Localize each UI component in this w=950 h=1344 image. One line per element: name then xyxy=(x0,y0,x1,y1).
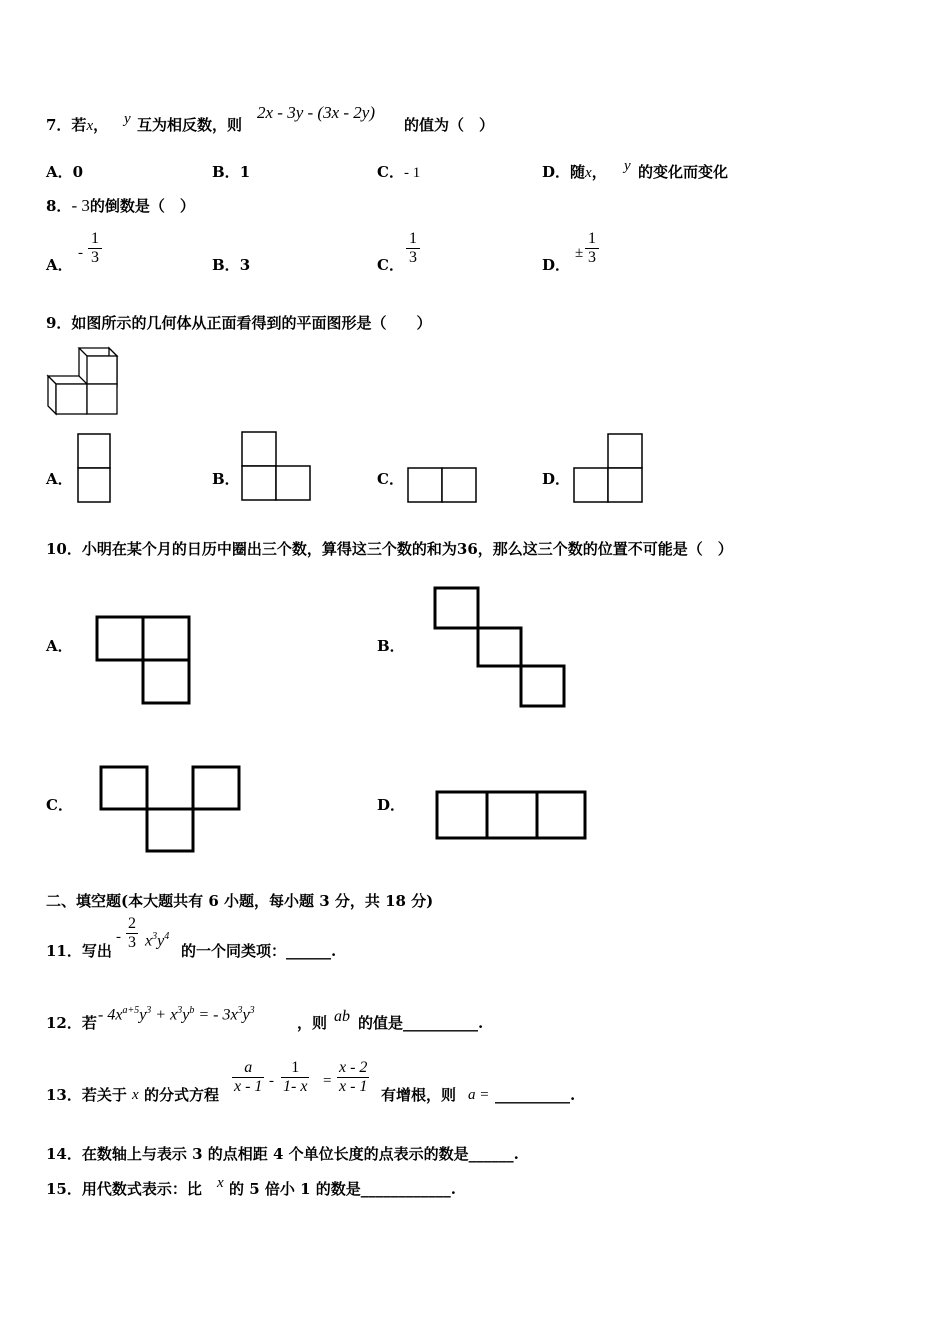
q8-option-c-label: C． xyxy=(377,256,404,274)
q7-stem xyxy=(46,116,108,135)
q13-minus: - xyxy=(269,1073,274,1089)
q9-option-c-label: C． xyxy=(377,470,404,488)
q11-monomial: $x^3y^4$ xyxy=(145,931,170,950)
q7-text1: 互为相反数，则 xyxy=(137,116,243,134)
q10-option-c-figure xyxy=(99,765,241,853)
q10-option-d-figure xyxy=(435,790,587,840)
q7-option-d-text: 的变化而变化 xyxy=(638,163,729,181)
q13-equals: = xyxy=(323,1073,332,1089)
q9-option-c-figure xyxy=(407,467,477,503)
q10-option-c-label: C． xyxy=(46,796,73,814)
q10-option-b-label: B． xyxy=(377,637,405,655)
q8-option-d-sign: ± xyxy=(575,245,584,261)
q13-a-equals: a = xyxy=(468,1087,490,1103)
q8-stem: 8．- 3的倒数是（ ） xyxy=(46,196,195,215)
q8-option-a-sign: - xyxy=(78,245,83,261)
q7-text2: 的值为（ ） xyxy=(404,116,495,134)
q8-option-a-label: A． xyxy=(46,256,73,274)
q11-sign: - xyxy=(116,929,121,945)
q7-var-x: x xyxy=(86,118,94,134)
q13-fraction-3: $\frac{x - 2}{x - 1}$ xyxy=(339,1059,368,1095)
q7-expression: 2x - 3y - (3x - 2y) xyxy=(257,103,375,122)
q14-text: 14．在数轴上与表示 3 的点相距 4 个单位长度的点表示的数是______. xyxy=(46,1145,519,1163)
q9-option-b-label: B． xyxy=(212,470,240,488)
q13-num: 13．若关于 xyxy=(46,1086,127,1104)
q8-option-d-fraction: 1 3 xyxy=(585,230,599,267)
q11-num: 11．写出 xyxy=(46,942,112,960)
q9-option-d-figure xyxy=(573,433,643,503)
q9-option-b-figure xyxy=(241,431,311,501)
q9-option-a-label: A． xyxy=(46,470,73,488)
q15-text: 的 5 倍小 1 的数是____________. xyxy=(229,1180,456,1198)
q13-fraction-1: $\frac{a}{x - 1}$ xyxy=(234,1059,263,1095)
q7-var-y: y xyxy=(124,111,131,127)
q10-option-d-label: D． xyxy=(377,796,406,814)
q11-text: 的一个同类项：______. xyxy=(181,942,337,960)
q7-option-d-var-y: y xyxy=(624,158,631,174)
q7-comma: ， xyxy=(93,116,109,134)
q7-option-d: D．随x， xyxy=(542,163,607,181)
q8-option-d-label: D． xyxy=(542,256,571,274)
q9-stem: 9．如图所示的几何体从正面看得到的平面图形是（ ） xyxy=(46,314,432,332)
q9-option-a-figure xyxy=(77,433,111,503)
q9-solid-figure xyxy=(46,344,122,418)
q10-stem: 10．小明在某个月的日历中圈出三个数，算得这三个数的和为36，那么这三个数的位置不可能是（ ） xyxy=(46,540,733,558)
q10-option-a-label: A． xyxy=(46,637,73,655)
q8-option-c-fraction: 1 3 xyxy=(406,230,420,267)
q13-blank: __________. xyxy=(495,1086,576,1104)
q7-option-b: B．1 xyxy=(212,163,251,181)
q11-fraction: $\frac{2}{3}$ xyxy=(128,915,136,951)
q7-num: 7．若 xyxy=(46,116,87,134)
section-2-title: 二、填空题(本大题共有 6 小题，每小题 3 分，共 18 分) xyxy=(46,892,434,910)
q12-num: 12．若 xyxy=(46,1014,97,1032)
q13-fraction-2: $\frac{1}{1- x}$ xyxy=(283,1059,308,1095)
q10-option-a-figure xyxy=(95,615,193,705)
q15-var-x: x xyxy=(217,1175,224,1191)
q9-option-d-label: D． xyxy=(542,470,571,488)
q13-text2: 有增根，则 xyxy=(381,1086,457,1104)
q10-option-b-figure xyxy=(433,586,567,708)
q12-mid: ，则 xyxy=(297,1014,328,1032)
q15-pre: 15．用代数式表示：比 xyxy=(46,1180,202,1198)
q12-text: 的值是__________. xyxy=(358,1014,484,1032)
q12-ab: ab xyxy=(334,1008,350,1025)
q7-option-c: C．- 1 xyxy=(377,163,421,181)
q8-option-a-fraction: 1 3 xyxy=(88,230,102,267)
q8-expression: - 3 xyxy=(71,196,90,215)
q13-text1: 的分式方程 xyxy=(144,1086,220,1104)
q7-option-a: A．0 xyxy=(46,163,84,181)
q13-var-x: x xyxy=(132,1087,139,1103)
q8-option-b: B．3 xyxy=(212,256,251,274)
q12-equation: - $4x^{a+5}y^3 + x^3y^b$ = - $3x^3y^3$ xyxy=(98,1005,255,1024)
